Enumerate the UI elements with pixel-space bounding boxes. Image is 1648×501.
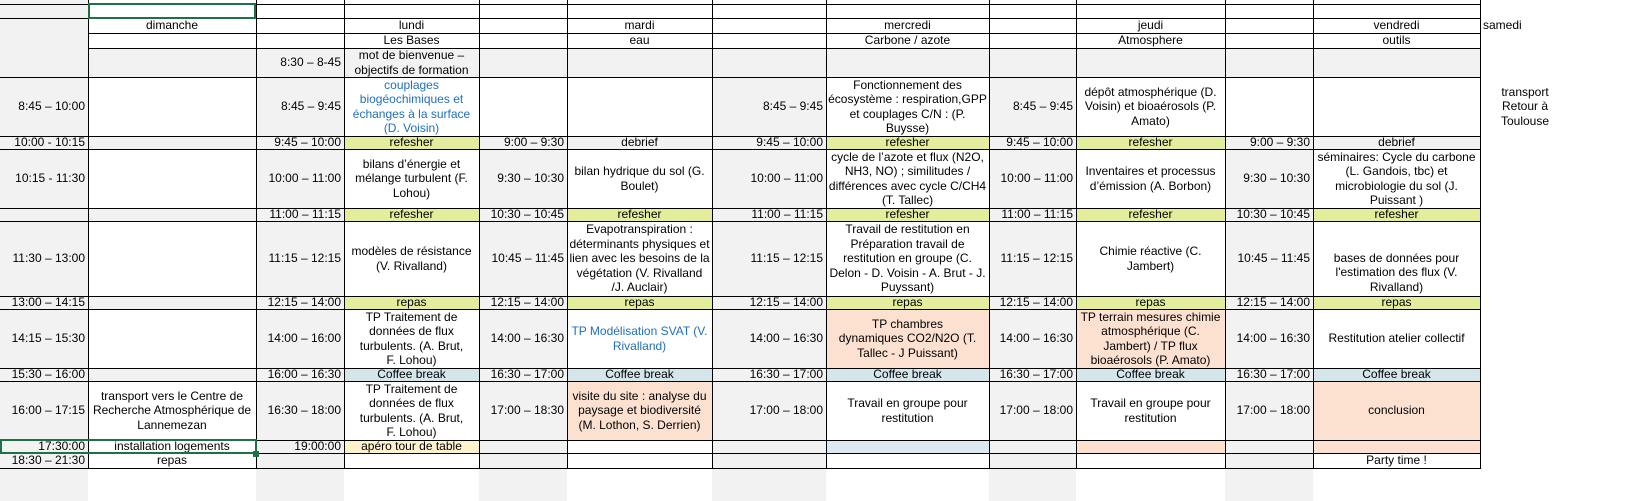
mercredi-time-8[interactable]: 17:00 – 18:00 xyxy=(749,403,823,418)
vendredi-seminaires[interactable]: séminaires: Cycle du carbone (L. Gandois, tbc) et microbiologie du sol (J. Puissant ) xyxy=(1317,149,1476,207)
jeudi-repas[interactable]: repas xyxy=(1135,296,1166,309)
mardi-bilan[interactable]: bilan hydrique du sol (G. Boulet) xyxy=(574,164,705,193)
lundi-apero[interactable]: apéro tour de table xyxy=(361,440,462,453)
mardi-time-3[interactable]: 10:45 – 11:45 xyxy=(491,251,564,266)
samedi-transport[interactable]: transport Retour à Toulouse xyxy=(1500,84,1550,128)
lundi-modeles[interactable]: modèles de résistance (V. Rivalland) xyxy=(351,244,472,273)
slot-s9[interactable]: 17:30:00 xyxy=(38,440,85,453)
dimanche-transport[interactable]: transport vers le Centre de Recherche Atmosphérique de Lannemezan xyxy=(92,388,252,432)
jeudi-break2[interactable]: refesher xyxy=(1128,208,1173,221)
lundi-tp1[interactable]: TP Traitement de données de flux turbulents. (A. Brut, F. Lohou) xyxy=(359,309,464,367)
lundi-time-2[interactable]: 9:45 – 10:00 xyxy=(274,136,341,149)
vendredi-conclusion[interactable]: conclusion xyxy=(1368,403,1425,418)
slot-s3[interactable]: 10:15 - 11:30 xyxy=(15,171,85,186)
day-header-samedi[interactable]: samedi xyxy=(1483,18,1522,33)
mercredi-time-5[interactable]: 12:15 – 14:00 xyxy=(749,296,823,309)
lundi-time-5[interactable]: 11:15 – 12:15 xyxy=(268,251,341,266)
mercredi-repas[interactable]: repas xyxy=(892,296,923,309)
dimanche-repas[interactable]: repas xyxy=(156,453,188,468)
vendredi-party[interactable]: Party time ! xyxy=(1366,453,1427,468)
mardi-evapo[interactable]: Evapotranspiration : déterminants physiques et lien avec les besoins de la végétation (V. Rivalland /J. Auclair) xyxy=(569,222,710,295)
mercredi-coffee[interactable]: Coffee break xyxy=(873,368,942,381)
lundi-time-6[interactable]: 12:15 – 14:00 xyxy=(267,296,341,309)
jeudi-time-7[interactable]: 16:30 – 17:00 xyxy=(999,368,1073,381)
vendredi-time-6[interactable]: 16:30 – 17:00 xyxy=(1236,368,1310,381)
mercredi-cycle[interactable]: cycle de l’azote et flux (N2O, NH3, NO) ; similitudes / différences avec cycle C/CH4 (T. Tallec) xyxy=(828,149,987,207)
mercredi-time-3[interactable]: 11:00 – 11:15 xyxy=(751,208,823,221)
jeudi-inventaires[interactable]: Inventaires et processus d’émission (A. Borbon) xyxy=(1085,164,1216,193)
vendredi-time-1[interactable]: 9:30 – 10:30 xyxy=(1243,171,1310,186)
theme-jeudi[interactable]: Atmosphere xyxy=(1118,33,1183,48)
jeudi-chimie[interactable]: Chimie réactive (C. Jambert) xyxy=(1099,244,1202,273)
jeudi-coffee[interactable]: Coffee break xyxy=(1116,368,1185,381)
day-header-lundi[interactable]: lundi xyxy=(398,18,425,33)
vendredi-bases[interactable]: bases de données pour l'estimation des flux (V. Rivalland) xyxy=(1333,250,1460,294)
lundi-time-0[interactable]: 8:30 – 8-45 xyxy=(280,55,341,70)
slot-s5[interactable]: 13:00 – 14:15 xyxy=(11,296,85,309)
day-header-vendredi[interactable]: vendredi xyxy=(1373,18,1420,33)
lundi-time-8[interactable]: 16:00 – 16:30 xyxy=(267,368,341,381)
lundi-bilans[interactable]: bilans d’énergie et mélange turbulent (F. Lohou) xyxy=(355,156,468,200)
vendredi-time-0[interactable]: 9:00 – 9:30 xyxy=(1249,136,1310,149)
mardi-tp[interactable]: TP Modélisation SVAT (V. Rivalland) xyxy=(571,324,708,353)
vendredi-break[interactable]: refesher xyxy=(1374,208,1419,221)
slot-s4[interactable]: 11:30 – 13:00 xyxy=(12,251,85,266)
jeudi-depot[interactable]: dépôt atmosphérique (D. Voisin) et bioaérosols (P. Amato) xyxy=(1084,84,1217,128)
mercredi-fonctionnement[interactable]: Fonctionnement des écosystème : respiration,GPP et couplages C/N : (P. Buysse) xyxy=(828,77,987,135)
jeudi-time-8[interactable]: 17:00 – 18:00 xyxy=(999,403,1073,418)
vendredi-time-3[interactable]: 10:45 – 11:45 xyxy=(1237,251,1310,266)
selection-fill-handle[interactable] xyxy=(253,451,259,457)
jeudi-time-5[interactable]: 12:15 – 14:00 xyxy=(999,296,1073,309)
jeudi-time-3[interactable]: 11:00 – 11:15 xyxy=(1001,208,1073,221)
mardi-time-1[interactable]: 9:30 – 10:30 xyxy=(497,171,564,186)
vendredi-time-7[interactable]: 17:00 – 18:00 xyxy=(1236,403,1310,418)
lundi-time-7[interactable]: 14:00 – 16:00 xyxy=(267,331,341,346)
mardi-coffee[interactable]: Coffee break xyxy=(605,368,674,381)
slot-s10[interactable]: 18:30 – 21:30 xyxy=(11,453,85,468)
mardi-time-6[interactable]: 16:30 – 17:00 xyxy=(490,368,564,381)
mercredi-time-6[interactable]: 14:00 – 16:30 xyxy=(749,331,823,346)
lundi-time-3[interactable]: 10:00 – 11:00 xyxy=(268,171,341,186)
lundi-time-10[interactable]: 19:00:00 xyxy=(294,440,341,453)
day-header-mardi[interactable]: mardi xyxy=(624,18,655,33)
lundi-time-4[interactable]: 11:00 – 11:15 xyxy=(269,208,341,221)
mardi-time-4[interactable]: 12:15 – 14:00 xyxy=(490,296,564,309)
jeudi-tp[interactable]: TP terrain mesures chimie atmosphérique (C. Jambert) / TP flux bioaérosols (P. Amato) xyxy=(1080,309,1221,367)
lundi-welcome[interactable]: mot de bienvenue – objectifs de formation xyxy=(354,48,469,77)
mardi-time-7[interactable]: 17:00 – 18:30 xyxy=(490,403,564,418)
lundi-tp2[interactable]: TP Traitement de données de flux turbulents. (A. Brut, F. Lohou) xyxy=(359,381,464,439)
lundi-couplages[interactable]: couplages biogéochimiques et échanges à la surface (D. Voisin) xyxy=(352,77,471,135)
mercredi-time-2[interactable]: 10:00 – 11:00 xyxy=(750,171,823,186)
vendredi-time-5[interactable]: 14:00 – 16:30 xyxy=(1236,331,1310,346)
slot-s8[interactable]: 16:00 – 17:15 xyxy=(11,403,85,418)
jeudi-time-2[interactable]: 10:00 – 11:00 xyxy=(1000,171,1073,186)
theme-mardi[interactable]: eau xyxy=(629,33,650,48)
mercredi-travail[interactable]: Travail de restitution en Préparation travail de restitution en groupe (C. Delon - D. Voisin - A. Brut - J. Puyssant) xyxy=(829,222,986,295)
mercredi-time-4[interactable]: 11:15 – 12:15 xyxy=(750,251,823,266)
jeudi-groupe[interactable]: Travail en groupe pour restitution xyxy=(1090,396,1211,425)
jeudi-time-1[interactable]: 9:45 – 10:00 xyxy=(1006,136,1073,149)
lundi-break2[interactable]: refesher xyxy=(389,208,434,221)
mardi-visite[interactable]: visite du site : analyse du paysage et biodiversité (M. Lothon, S. Derrien) xyxy=(572,388,707,432)
jeudi-break1[interactable]: refesher xyxy=(1128,136,1173,149)
jeudi-time-0[interactable]: 8:45 – 9:45 xyxy=(1012,99,1073,114)
mardi-repas[interactable]: repas xyxy=(624,296,655,309)
theme-vendredi[interactable]: outils xyxy=(1382,33,1411,48)
vendredi-restitution[interactable]: Restitution atelier collectif xyxy=(1328,331,1465,346)
mardi-time-5[interactable]: 14:00 – 16:30 xyxy=(490,331,564,346)
selection-border-header xyxy=(88,3,256,19)
mardi-debrief[interactable]: debrief xyxy=(621,136,658,149)
mercredi-tp[interactable]: TP chambres dynamiques CO2/N2O (T. Tallec - J Puissant) xyxy=(838,316,977,360)
day-header-dimanche[interactable]: dimanche xyxy=(145,18,199,33)
lundi-break1[interactable]: refesher xyxy=(389,136,434,149)
jeudi-time-6[interactable]: 14:00 – 16:30 xyxy=(999,331,1073,346)
vendredi-time-4[interactable]: 12:15 – 14:00 xyxy=(1236,296,1310,309)
mercredi-time-1[interactable]: 9:45 – 10:00 xyxy=(756,136,823,149)
vendredi-coffee[interactable]: Coffee break xyxy=(1362,368,1431,381)
jeudi-time-4[interactable]: 11:15 – 12:15 xyxy=(1000,251,1073,266)
day-header-jeudi[interactable]: jeudi xyxy=(1137,18,1164,33)
mardi-time-2[interactable]: 10:30 – 10:45 xyxy=(490,208,564,221)
lundi-repas[interactable]: repas xyxy=(396,296,427,309)
lundi-time-9[interactable]: 16:30 – 18:00 xyxy=(267,403,341,418)
mardi-break[interactable]: refesher xyxy=(617,208,662,221)
vendredi-repas[interactable]: repas xyxy=(1381,296,1412,309)
theme-lundi[interactable]: Les Bases xyxy=(383,33,440,48)
lundi-time-1[interactable]: 8:45 – 9:45 xyxy=(280,99,341,114)
mercredi-time-7[interactable]: 16:30 – 17:00 xyxy=(749,368,823,381)
mercredi-groupe[interactable]: Travail en groupe pour restitution xyxy=(847,396,968,425)
slot-s2[interactable]: 10:00 - 10:15 xyxy=(14,136,85,149)
lundi-coffee[interactable]: Coffee break xyxy=(377,368,446,381)
day-header-mercredi[interactable]: mercredi xyxy=(884,18,931,33)
slot-s6[interactable]: 14:15 – 15:30 xyxy=(11,331,85,346)
vendredi-time-2[interactable]: 10:30 – 10:45 xyxy=(1236,208,1310,221)
slot-s7[interactable]: 15:30 – 16:00 xyxy=(11,368,85,381)
mercredi-break1[interactable]: refesher xyxy=(885,136,930,149)
slot-s1[interactable]: 8:45 – 10:00 xyxy=(18,99,85,114)
mercredi-break2[interactable]: refesher xyxy=(885,208,930,221)
mardi-time-0[interactable]: 9:00 – 9:30 xyxy=(503,136,564,149)
theme-mercredi[interactable]: Carbone / azote xyxy=(864,33,951,48)
mercredi-time-0[interactable]: 8:45 – 9:45 xyxy=(762,99,823,114)
vendredi-debrief[interactable]: debrief xyxy=(1378,136,1415,149)
dimanche-installation[interactable]: installation logements xyxy=(114,440,230,453)
